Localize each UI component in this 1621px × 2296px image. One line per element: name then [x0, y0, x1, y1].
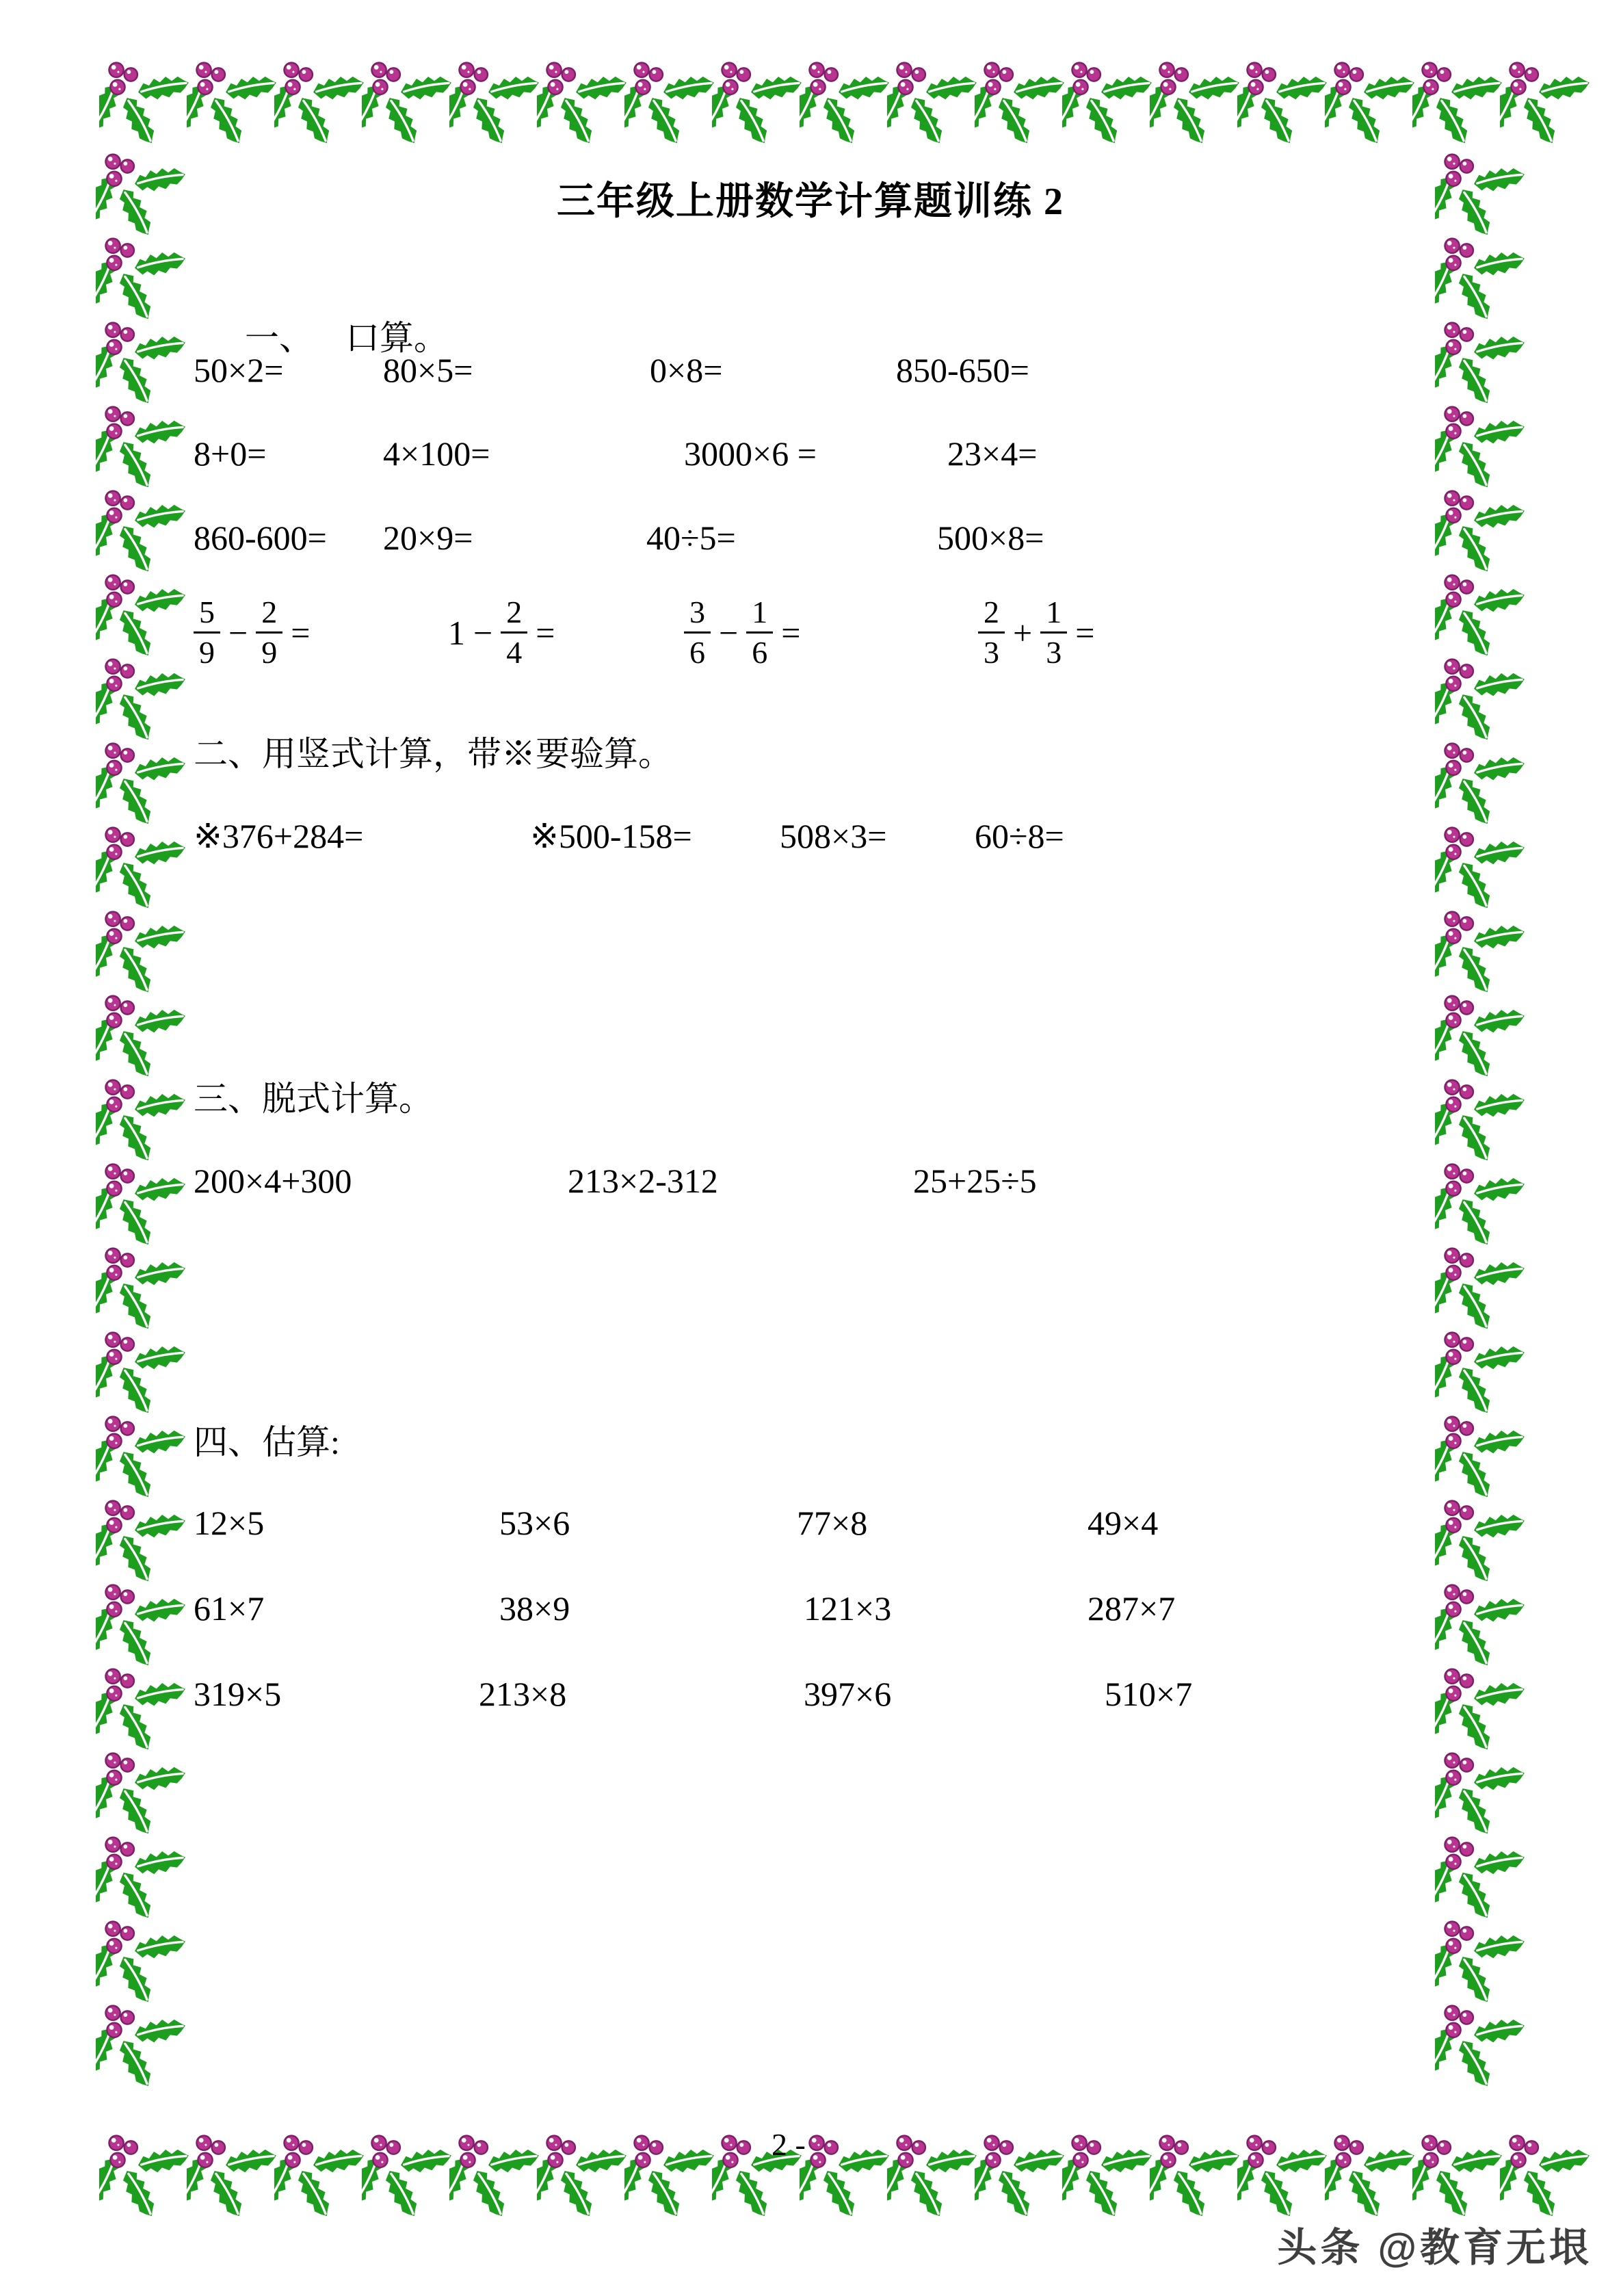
fraction [684, 597, 711, 668]
fraction-bar [194, 631, 220, 634]
fraction [1040, 597, 1067, 668]
fraction-denominator: 9 [261, 635, 278, 670]
problem-text: 213×2-312 [568, 1162, 718, 1200]
fraction-bar [256, 631, 282, 634]
fraction [978, 597, 1005, 668]
problem-text: 40÷5= [646, 519, 736, 557]
fraction [256, 597, 282, 668]
math-operator: + [1013, 613, 1033, 652]
fraction-numerator: 3 [689, 595, 705, 629]
section-three-heading: 三、脱式计算。 [194, 1080, 433, 1118]
fraction-numerator: 2 [506, 595, 523, 629]
math-operator: = [291, 613, 311, 652]
section-one-title: 口算。 [345, 319, 448, 357]
fraction-expression [448, 597, 555, 668]
fraction [746, 597, 773, 668]
problem-text: ※500-158= [530, 817, 692, 855]
fraction-denominator: 3 [984, 635, 999, 670]
page-number: 2 - [772, 2127, 806, 2162]
fraction-numerator: 5 [199, 595, 215, 629]
fraction-numerator: 1 [1046, 595, 1062, 629]
fraction-numerator: 1 [752, 595, 768, 629]
fraction-expression [684, 597, 800, 668]
problem-text: 60÷8= [975, 817, 1064, 855]
page-title: 三年级上册数学计算题训练 2 [557, 181, 1064, 223]
problem-text: 121×3 [804, 1589, 892, 1628]
math-operator: = [536, 613, 555, 652]
math-operator: − [473, 613, 493, 652]
section-four-heading: 四、估算: [194, 1423, 340, 1461]
problem-text: 500×8= [937, 519, 1044, 557]
math-operator: − [719, 613, 739, 652]
fraction-denominator: 9 [199, 635, 215, 670]
math-operator: − [228, 613, 248, 652]
fraction-bar [501, 631, 527, 634]
problem-text: 23×4= [947, 434, 1038, 473]
section-one-number: 一、 [245, 319, 313, 357]
problem-text: 80×5= [383, 351, 473, 389]
fraction-bar [978, 631, 1005, 634]
problem-text: 319×5 [194, 1675, 282, 1713]
problem-text: 510×7 [1105, 1675, 1193, 1713]
problem-text: 12×5 [194, 1504, 265, 1542]
problem-text: 200×4+300 [194, 1162, 352, 1200]
problem-text: ※376+284= [194, 817, 364, 855]
fraction-numerator: 2 [261, 595, 278, 629]
fraction-denominator: 3 [1046, 635, 1062, 670]
problem-text: 213×8 [479, 1675, 567, 1713]
watermark: 头条 @教育无垠 [1277, 2226, 1592, 2270]
problem-text: 25+25÷5 [913, 1162, 1037, 1200]
problem-text: 4×100= [383, 434, 490, 473]
math-operator: = [1075, 613, 1095, 652]
fraction-numerator: 2 [984, 595, 999, 629]
problem-text: 860-600= [194, 519, 327, 557]
fraction-bar [684, 631, 711, 634]
problem-text: 53×6 [499, 1504, 570, 1542]
fraction-denominator: 4 [506, 635, 523, 670]
problem-text: 3000×6 = [684, 434, 817, 473]
fraction [501, 597, 527, 668]
problem-text: 77×8 [797, 1504, 868, 1542]
fraction-bar [1040, 631, 1067, 634]
problem-text: 508×3= [780, 817, 887, 855]
problem-text: 20×9= [383, 519, 473, 557]
problem-text: 50×2= [194, 351, 284, 389]
problem-text: 49×4 [1088, 1504, 1159, 1542]
problem-text: 850-650= [896, 351, 1029, 389]
fraction-denominator: 6 [752, 635, 768, 670]
problem-text: 397×6 [804, 1675, 892, 1713]
fraction-expression [978, 597, 1094, 668]
fraction-expression [194, 597, 310, 668]
problem-text: 61×7 [194, 1589, 265, 1628]
section-two-heading: 二、用竖式计算，带※要验算。 [194, 735, 672, 773]
math-operator: 1 [448, 613, 465, 652]
problem-text: 8+0= [194, 434, 267, 473]
fraction-denominator: 6 [689, 635, 705, 670]
fraction [194, 597, 220, 668]
fraction-bar [746, 631, 773, 634]
problem-text: 0×8= [650, 351, 723, 389]
math-operator: = [781, 613, 801, 652]
problem-text: 38×9 [499, 1589, 570, 1628]
problem-text: 287×7 [1088, 1589, 1176, 1628]
